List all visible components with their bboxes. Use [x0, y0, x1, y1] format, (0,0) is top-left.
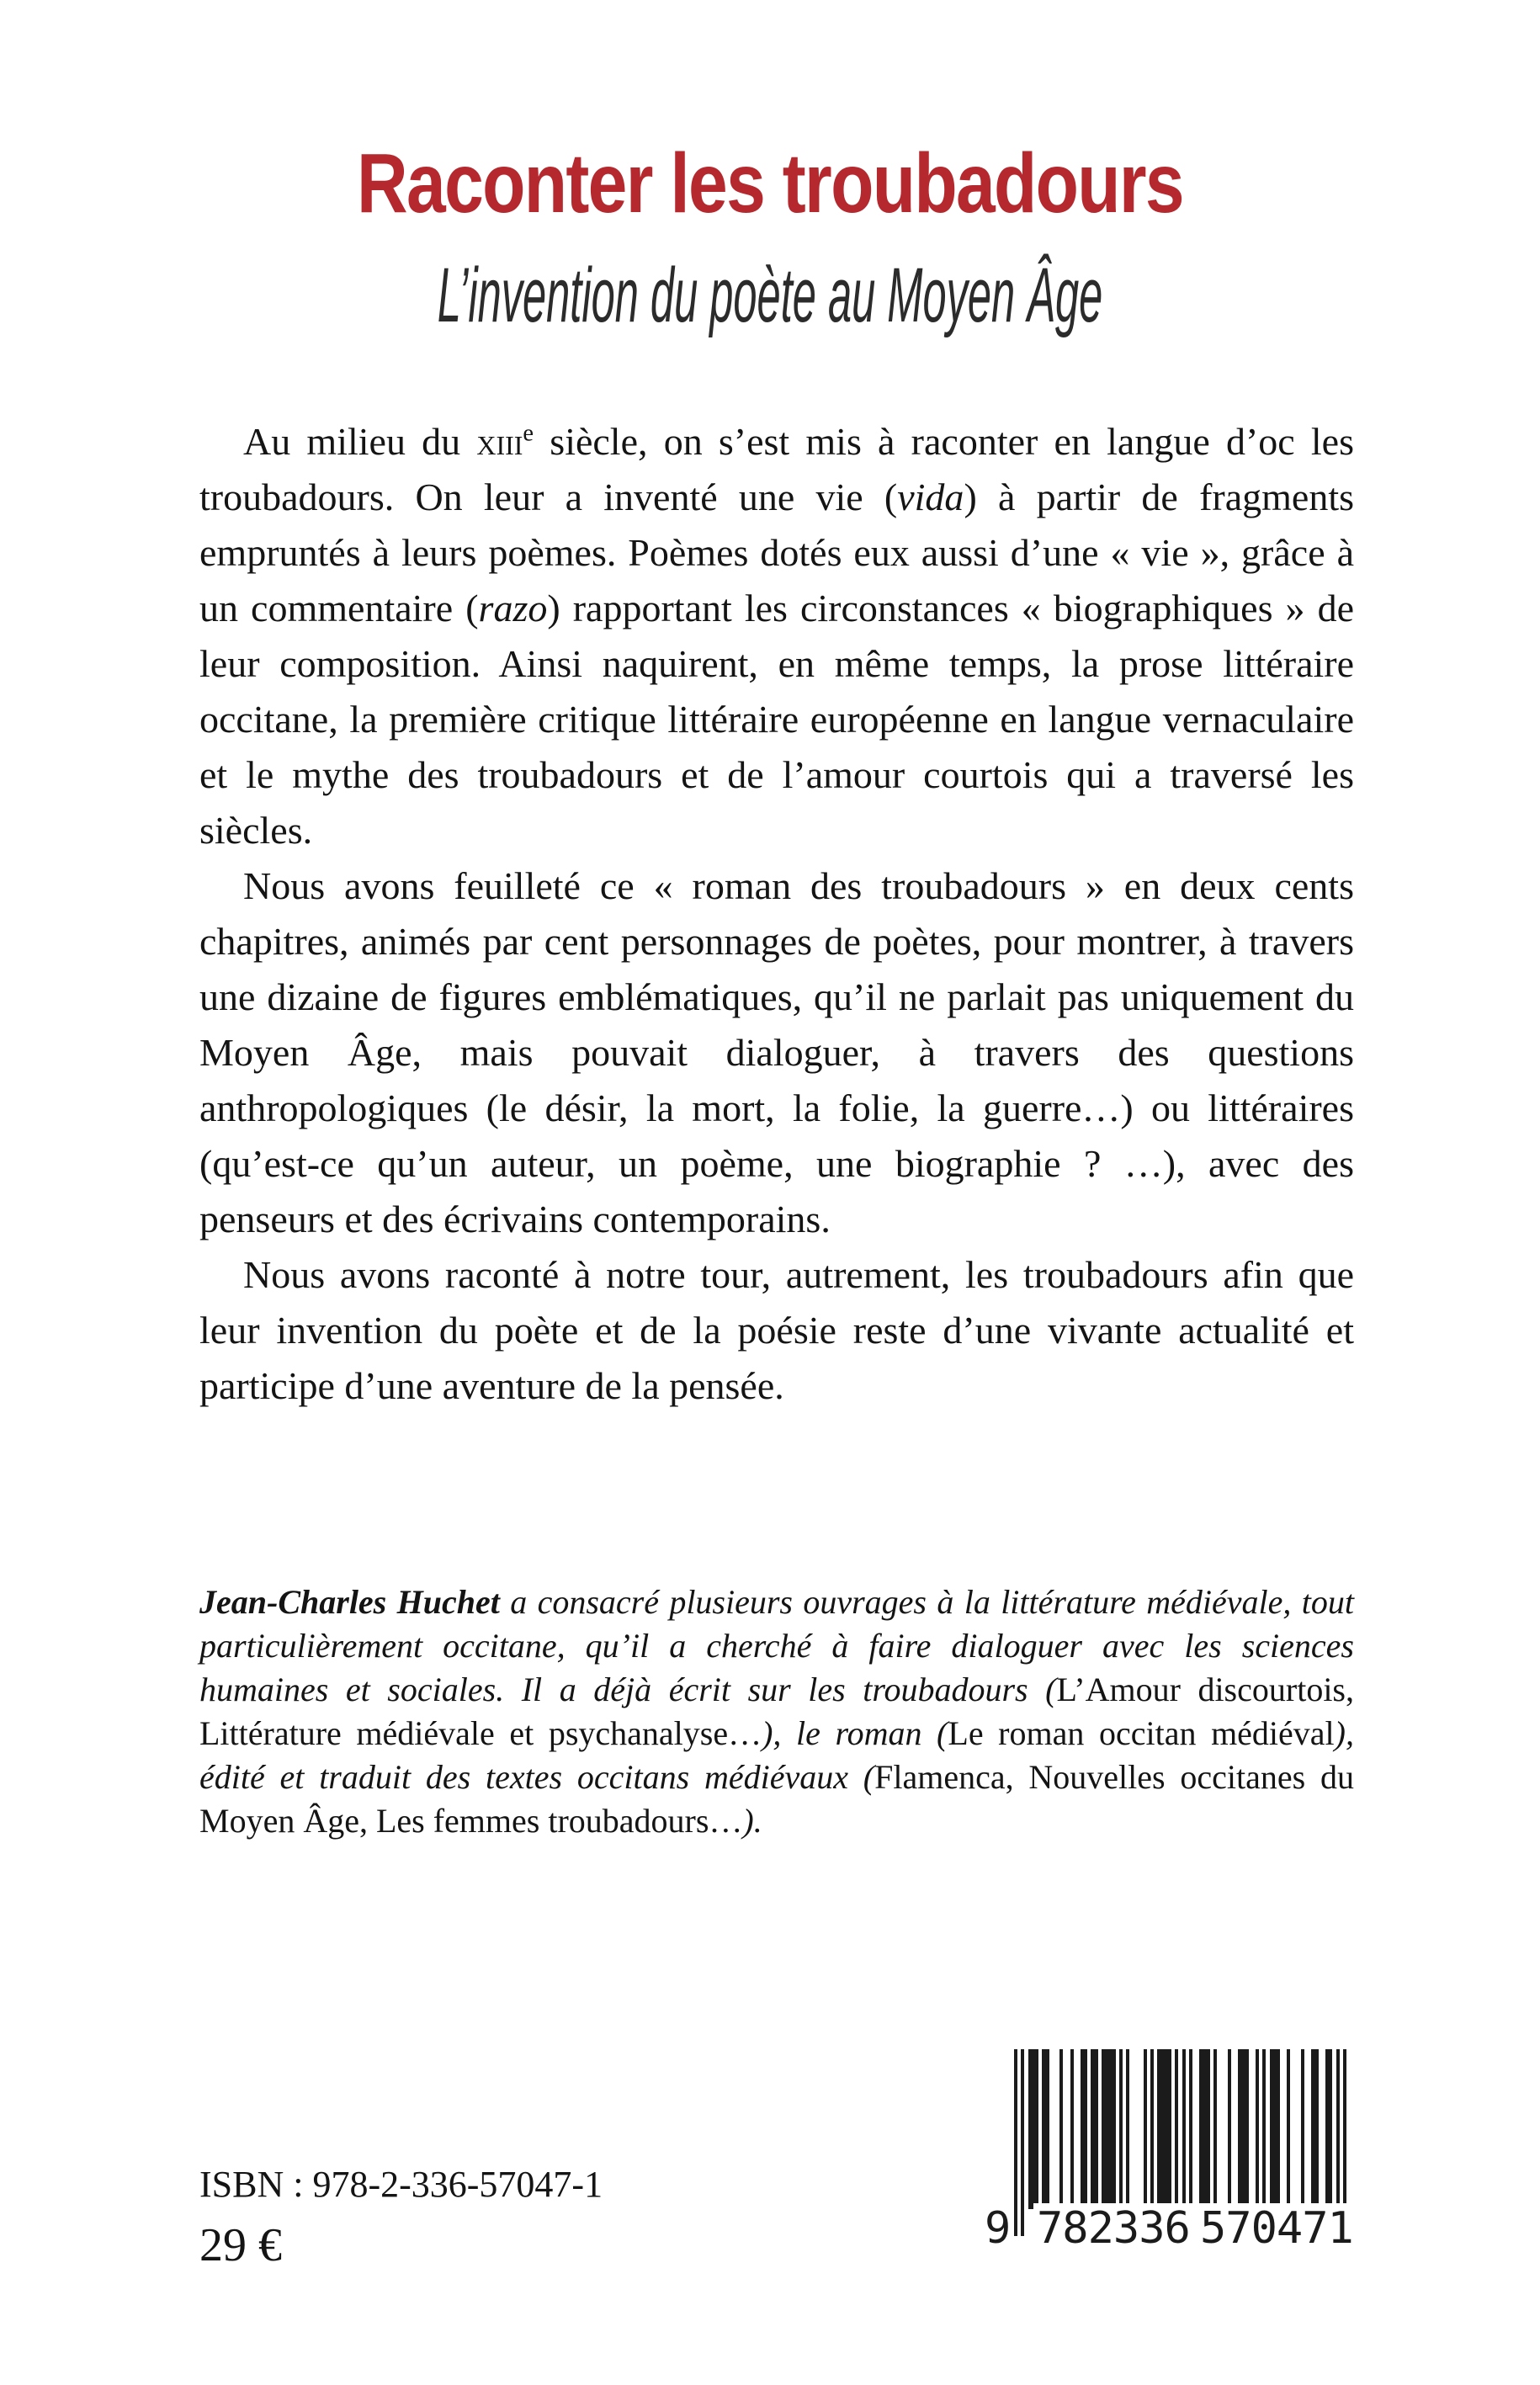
barcode-bar [1287, 2049, 1290, 2209]
isbn-text: ISBN : 978-2-336-57047-1 [199, 2164, 603, 2205]
barcode-bar [1091, 2049, 1097, 2209]
barcode-bar [1256, 2049, 1259, 2209]
barcode-bar [1301, 2049, 1304, 2209]
text-segment: e [523, 420, 534, 447]
barcode-bar [1102, 2049, 1116, 2209]
barcode-bar [1150, 2049, 1154, 2209]
text-segment: vida [897, 475, 964, 518]
text-segment: Jean-Charles Huchet [199, 1583, 500, 1621]
barcode-bar [1126, 2049, 1129, 2209]
barcode-digits [985, 2203, 1380, 2254]
text-segment: Flamenca, Nouvelles occitanes du Moyen Âge, Les femmes troubadours… [199, 1758, 1354, 1840]
barcode-bar [1262, 2049, 1266, 2209]
barcode-digit-lead: 9 [985, 2203, 1013, 2254]
barcode-digit-group2: 570471 [1197, 2203, 1357, 2254]
barcode-bar [1042, 2049, 1049, 2209]
paragraph [199, 1580, 1354, 1843]
text-segment: ) à partir de fragments empruntés à leurs poèmes. Poèmes dotés eux aussi d’une « vie », grâce à un commentaire ( [199, 475, 1355, 629]
synopsis-text [199, 414, 1354, 1414]
barcode-bar [1199, 2049, 1209, 2209]
text-segment: a consacré plusieurs ouvrages à la littérature médiévale, tout particulièrement occitane, qu’il a cherché à faire dialoguer avec les sciences humaines et sociales. Il a déjà écrit sur les troubadours ( [199, 1583, 1354, 1708]
author-bio [199, 1580, 1354, 1843]
barcode-bar [1144, 2049, 1147, 2209]
barcode-bar [1325, 2049, 1332, 2209]
barcode-bar [1270, 2049, 1280, 2209]
price-text: 29 € [199, 2219, 282, 2271]
barcode-bar [1238, 2049, 1248, 2209]
barcode-bar [1228, 2049, 1231, 2209]
book-subtitle: L’invention du poète au Moyen Âge [437, 252, 1103, 338]
text-segment: xiii [476, 420, 523, 463]
barcode-digit-group1: 782336 [1033, 2203, 1193, 2254]
barcode-bar [1213, 2049, 1217, 2209]
barcode-bar [1059, 2049, 1063, 2209]
text-segment: siècle, on s’est mis à raconter en langue d’oc les troubadours. On leur a inventé une vie ( [199, 420, 1354, 518]
text-segment: ). [742, 1802, 762, 1840]
barcode [985, 2049, 1380, 2260]
barcode-bar [1028, 2049, 1038, 2209]
text-segment: ), le roman ( [762, 1714, 948, 1752]
barcode-bar [1189, 2049, 1192, 2209]
text-segment: Le roman occitan médiéval [948, 1714, 1335, 1752]
barcode-bar [1081, 2049, 1087, 2209]
barcode-bar [1119, 2049, 1123, 2209]
text-segment: ) rapportant les circonstances « biographiques » de leur composition. Ainsi naquirent, en même temps, la prose littéraire occitane, la première critique littéraire européenne en langue vernaculaire et le mythe des troubadours et de l’amour courtois qui a traversé les siècles. [199, 587, 1354, 852]
text-segment: ), édité et traduit des textes occitans médiévaux ( [199, 1714, 1354, 1796]
book-title: Raconter les troubadours [357, 136, 1183, 231]
barcode-bar [1070, 2049, 1074, 2209]
paragraph [199, 1247, 1354, 1414]
barcode-bar [1157, 2049, 1171, 2209]
text-segment: Nous avons raconté à notre tour, autrement, les troubadours afin que leur invention du poète et de la poésie reste d’une vivante actualité et participe d’une aventure de la pensée. [199, 1253, 1354, 1407]
text-segment: razo [478, 587, 548, 629]
text-segment: L’Amour discourtois, Littérature médiévale et psychanalyse… [199, 1671, 1354, 1752]
barcode-bar [1311, 2049, 1318, 2209]
paragraph [199, 858, 1354, 1247]
paragraph [199, 414, 1354, 858]
text-segment: Nous avons feuilleté ce « roman des troubadours » en deux cents chapitres, animés par cent personnages de poètes, pour montrer, à travers une dizaine de figures emblématiques, qu’il ne parlait pas uniquement du Moyen Âge, mais pouvait dialoguer, à travers des questions anthropologiques (le désir, la mort, la folie, la guerre…) ou littéraires (qu’est-ce qu’un auteur, un poème, une biographie ? …), avec des penseurs et des écrivains contemporains. [199, 864, 1354, 1240]
text-segment: Au milieu du [243, 420, 477, 463]
